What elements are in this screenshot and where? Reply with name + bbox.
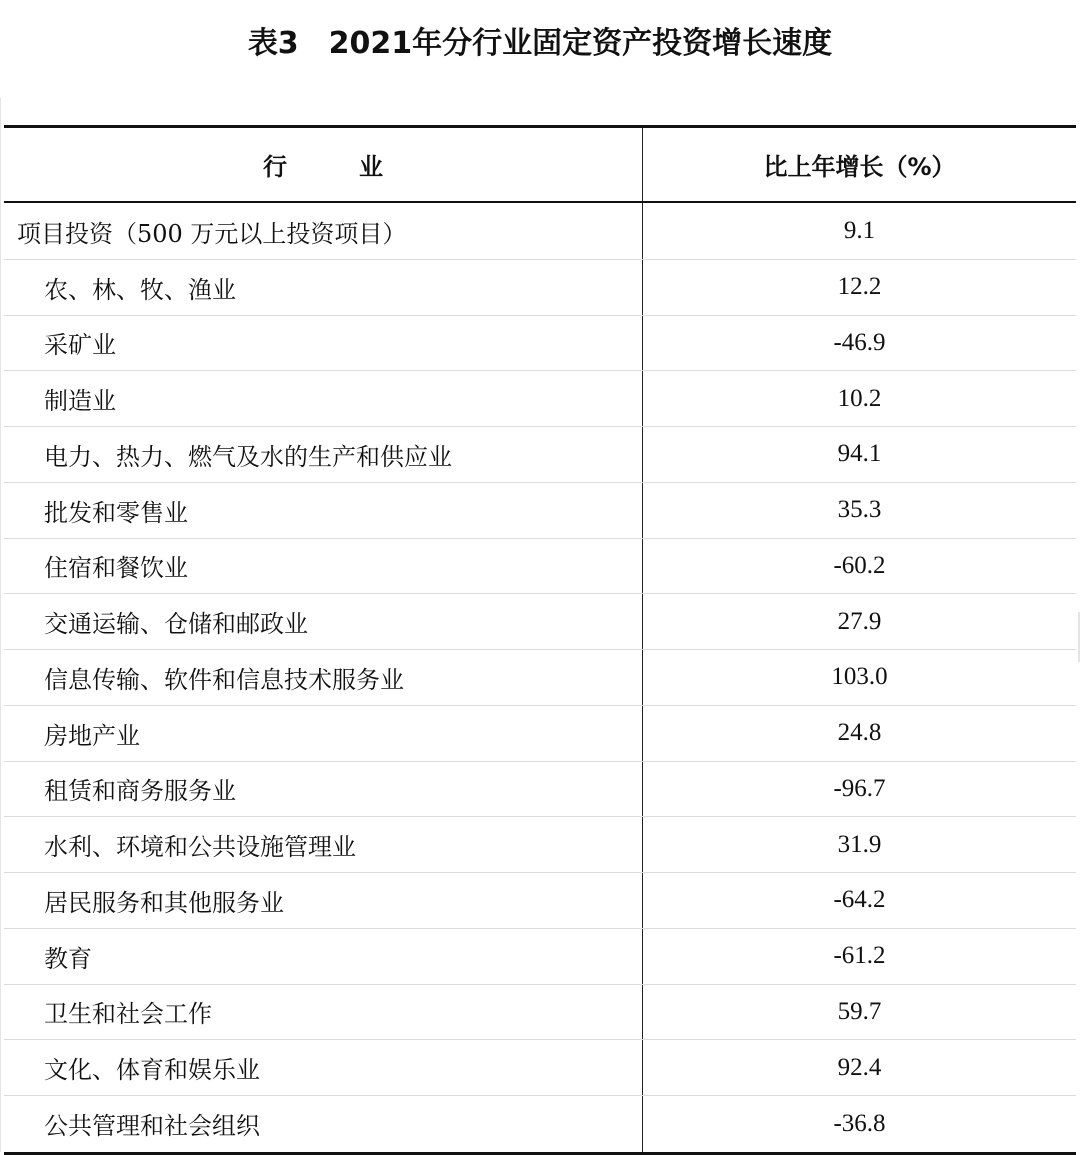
industry-name-cell: 房地产业	[44, 721, 140, 750]
industry-name-cell: 居民服务和其他服务业	[44, 888, 284, 917]
industry-name-cell: 农、林、牧、渔业	[44, 275, 236, 304]
table-bottom-rule	[4, 1152, 1076, 1155]
table-row	[4, 762, 1076, 818]
growth-value-cell: -46.9	[642, 316, 1076, 371]
header-growth: 比上年增长（%）	[642, 128, 1076, 201]
table-row	[4, 873, 1076, 929]
growth-value-cell: 24.8	[642, 706, 1076, 761]
table-row	[4, 1096, 1076, 1152]
growth-value-cell: -60.2	[642, 539, 1076, 594]
table-header-row	[4, 128, 1076, 203]
growth-value-cell: 35.3	[642, 483, 1076, 538]
industry-name-cell: 卫生和社会工作	[44, 1000, 212, 1029]
industry-name-cell: 批发和零售业	[44, 498, 188, 527]
table-row	[4, 427, 1076, 483]
growth-value-cell: -96.7	[642, 762, 1076, 817]
left-edge-line	[0, 98, 1, 1152]
table-title: 表3 2021年分行业固定资产投资增长速度	[247, 26, 833, 61]
industry-name-cell: 租赁和商务服务业	[44, 777, 236, 806]
industry-name-cell: 制造业	[44, 387, 116, 416]
growth-value-cell: 12.2	[642, 260, 1076, 315]
growth-value-cell: 94.1	[642, 427, 1076, 482]
table-row	[4, 483, 1076, 539]
table-row	[4, 371, 1076, 427]
industry-name-cell: 住宿和餐饮业	[44, 554, 188, 583]
growth-value-cell: 10.2	[642, 371, 1076, 426]
industry-name-cell: 教育	[44, 944, 92, 973]
table-row	[4, 316, 1076, 372]
growth-value-cell: 92.4	[642, 1040, 1076, 1095]
table-row	[4, 929, 1076, 985]
header-industry: 行 业	[263, 153, 383, 181]
table-row	[4, 650, 1076, 706]
growth-value-cell: -61.2	[642, 929, 1076, 984]
industry-name-cell: 电力、热力、燃气及水的生产和供应业	[44, 442, 452, 471]
growth-value-cell: -64.2	[642, 873, 1076, 928]
table-row	[4, 260, 1076, 316]
table-row	[4, 204, 1076, 260]
industry-name-cell: 水利、环境和公共设施管理业	[44, 833, 356, 862]
industry-name-cell: 项目投资（500 万元以上投资项目）	[17, 219, 407, 248]
growth-value-cell: 103.0	[642, 650, 1076, 705]
growth-value-cell: 9.1	[642, 204, 1076, 259]
growth-value-cell: 31.9	[642, 817, 1076, 872]
table-row	[4, 539, 1076, 595]
table-row	[4, 594, 1076, 650]
industry-name-cell: 交通运输、仓储和邮政业	[44, 610, 308, 639]
industry-name-cell: 文化、体育和娱乐业	[44, 1056, 260, 1085]
table-row	[4, 1040, 1076, 1096]
growth-value-cell: -36.8	[642, 1096, 1076, 1152]
growth-table	[4, 125, 1076, 1155]
table-body	[4, 204, 1076, 1152]
growth-value-cell: 27.9	[642, 594, 1076, 649]
industry-name-cell: 公共管理和社会组织	[44, 1112, 260, 1141]
growth-value-cell: 59.7	[642, 985, 1076, 1040]
industry-name-cell: 采矿业	[44, 331, 116, 360]
industry-name-cell: 信息传输、软件和信息技术服务业	[44, 665, 404, 694]
table-row	[4, 985, 1076, 1041]
table-row	[4, 817, 1076, 873]
table-row	[4, 706, 1076, 762]
